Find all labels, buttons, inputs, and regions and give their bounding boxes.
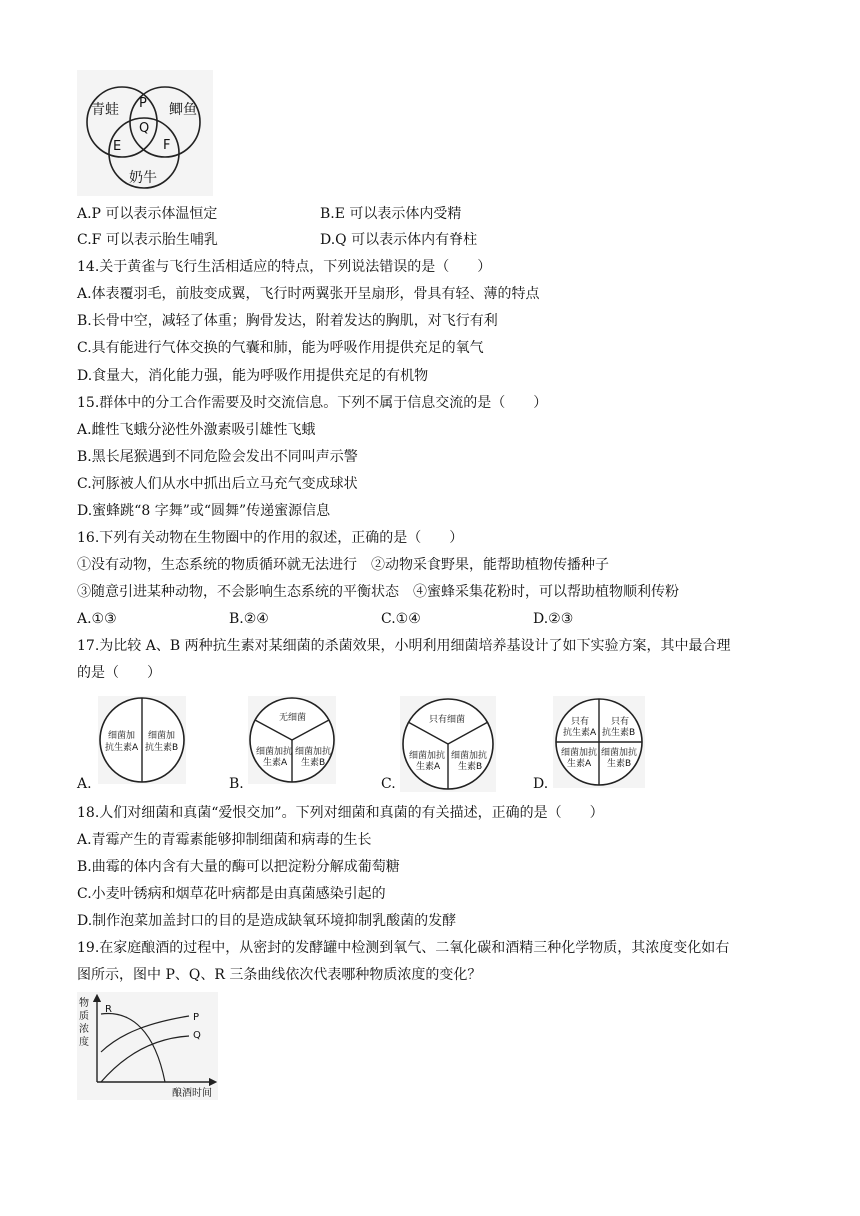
- q13-option-a: A.P 可以表示体温恒定: [77, 206, 218, 222]
- dish-d-tr-2: 抗生素B: [602, 728, 636, 738]
- graph-ylabel-1: 物: [79, 998, 89, 1009]
- q17-option-d-label: D.: [533, 776, 549, 792]
- graph-xlabel: 酿酒时间: [172, 1088, 212, 1099]
- venn-label-e: E: [113, 139, 122, 154]
- q18-option-a: A.青霉产生的青霉素能够抑制细菌和病毒的生长: [77, 832, 372, 848]
- q14-stem: 14.关于黄雀与飞行生活相适应的特点，下列说法错误的是（ ）: [77, 259, 492, 275]
- dish-b-right-2: 生素B: [301, 758, 326, 768]
- dish-a-left-1: 细菌加: [108, 731, 136, 741]
- venn-label-fish: 鲫鱼: [169, 102, 197, 118]
- q18-option-d: D.制作泡菜加盖封口的目的是造成缺氧环境抑制乳酸菌的发酵: [77, 913, 457, 929]
- dish-c-top: 只有细菌: [429, 715, 466, 725]
- q16-option-c: C.①④: [381, 611, 421, 627]
- q13-option-c: C.F 可以表示胎生哺乳: [77, 232, 218, 248]
- q17-stem-1: 17.为比较 A、B 两种抗生素对某细菌的杀菌效果，小明利用细菌培养基设计了如下实验方案，其中最合理: [77, 638, 731, 654]
- venn-label-f: F: [163, 138, 171, 153]
- q15-option-d: D.蜜蜂跳“8 字舞”或“圆舞”传递蜜源信息: [77, 503, 331, 519]
- q19-stem-2: 图所示，图中 P、Q、R 三条曲线依次代表哪种物质浓度的变化？: [77, 967, 482, 983]
- dish-d-br-2: 生素B: [607, 759, 632, 769]
- q15-option-b: B.黑长尾猴遇到不同危险会发出不同叫声示警: [77, 449, 358, 465]
- q16-option-d: D.②③: [533, 611, 574, 627]
- curve-p: [101, 1016, 189, 1052]
- dish-d-tl-2: 抗生素A: [563, 728, 597, 738]
- dish-b-right-1: 细菌加抗: [295, 747, 332, 757]
- venn-diagram: [77, 70, 213, 196]
- dish-c-right-2: 生素B: [458, 762, 483, 772]
- q19-concentration-graph: [77, 992, 218, 1100]
- curve-r-label: R: [105, 1004, 112, 1015]
- q17-stem-2: 的是（ ）: [77, 665, 161, 681]
- venn-label-q: Q: [139, 121, 150, 136]
- dish-d-tr-1: 只有: [611, 717, 630, 727]
- dish-b-top: 无细菌: [279, 713, 307, 723]
- q17-dish-d: [553, 696, 645, 788]
- q14-option-b: B.长骨中空，减轻了体重；胸骨发达，附着发达的胸肌，对飞行有利: [77, 313, 498, 329]
- q14-option-a: A.体表覆羽毛，前肢变成翼，飞行时两翼张开呈扇形，骨具有轻、薄的特点: [77, 286, 540, 302]
- graph-ylabel-4: 度: [79, 1037, 89, 1048]
- dish-c-left-2: 生素A: [416, 762, 441, 772]
- dish-d-bl-1: 细菌加抗: [561, 748, 598, 758]
- dish-a-right-2: 抗生素B: [145, 743, 179, 753]
- q13-option-d: D.Q 可以表示体内有脊柱: [320, 232, 478, 248]
- q17-dish-b: [248, 696, 336, 784]
- graph-ylabel-3: 浓: [79, 1024, 89, 1035]
- q16-option-a: A.①③: [77, 611, 117, 627]
- q17-dish-a: [98, 696, 186, 784]
- q15-stem: 15.群体中的分工合作需要及时交流信息。下列不属于信息交流的是（ ）: [77, 395, 548, 411]
- q14-option-d: D.食量大，消化能力强，能为呼吸作用提供充足的有机物: [77, 368, 429, 384]
- q14-option-c: C.具有能进行气体交换的气囊和肺，能为呼吸作用提供充足的氧气: [77, 340, 484, 356]
- dish-a-right-1: 细菌加: [148, 731, 176, 741]
- q13-option-b: B.E 可以表示体内受精: [320, 206, 462, 222]
- q19-stem-1: 19.在家庭酿酒的过程中，从密封的发酵罐中检测到氧气、二氧化碳和酒精三种化学物质，其浓度变化如右: [77, 940, 730, 956]
- dish-c-right-1: 细菌加抗: [451, 751, 488, 761]
- venn-label-p: P: [139, 96, 147, 111]
- q17-option-a-label: A.: [77, 776, 92, 792]
- dish-d-br-1: 细菌加抗: [601, 748, 638, 758]
- dish-a-left-2: 抗生素A: [105, 743, 139, 753]
- dish-d-tl-1: 只有: [571, 717, 590, 727]
- dish-d-bl-2: 生素A: [567, 759, 592, 769]
- dish-c-left-1: 细菌加抗: [409, 751, 446, 761]
- dish-b-left-1: 细菌加抗: [256, 747, 293, 757]
- venn-label-frog: 青蛙: [91, 102, 119, 118]
- dish-b-left-2: 生素A: [263, 758, 288, 768]
- q15-option-a: A.雌性飞蛾分泌性外激素吸引雄性飞蛾: [77, 422, 316, 438]
- q18-option-c: C.小麦叶锈病和烟草花叶病都是由真菌感染引起的: [77, 886, 386, 902]
- graph-ylabel-2: 质: [79, 1011, 89, 1022]
- q16-option-b: B.②④: [229, 611, 269, 627]
- curve-q-label: Q: [193, 1030, 201, 1041]
- q15-option-c: C.河豚被人们从水中抓出后立马充气变成球状: [77, 476, 358, 492]
- curve-q: [101, 1036, 189, 1082]
- q18-option-b: B.曲霉的体内含有大量的酶可以把淀粉分解成葡萄糖: [77, 859, 400, 875]
- venn-label-cow: 奶牛: [129, 170, 157, 186]
- curve-p-label: P: [193, 1012, 200, 1023]
- q16-stem: 16.下列有关动物在生物圈中的作用的叙述，正确的是（ ）: [77, 530, 464, 546]
- q16-statements-2: ③随意引进某种动物，不会影响生态系统的平衡状态 ④蜜蜂采集花粉时，可以帮助植物顺利传粉: [77, 584, 679, 600]
- q17-option-b-label: B.: [229, 776, 244, 792]
- q17-option-c-label: C.: [381, 776, 396, 792]
- q16-statements-1: ①没有动物，生态系统的物质循环就无法进行 ②动物采食野果，能帮助植物传播种子: [77, 557, 609, 573]
- q17-dish-c: [400, 696, 496, 792]
- q18-stem: 18.人们对细菌和真菌“爱恨交加”。下列对细菌和真菌的有关描述，正确的是（ ）: [77, 805, 604, 821]
